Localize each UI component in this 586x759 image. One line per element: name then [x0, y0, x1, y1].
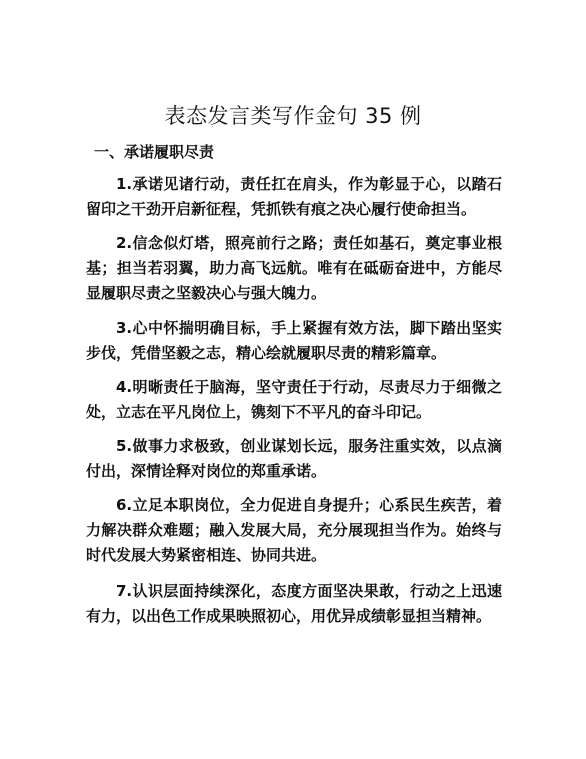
paragraph-7: 7.认识层面持续深化，态度方面坚决果敢，行动之上迅速有力，以出色工作成果映照初心，用优异成绩彰显担当精神。: [86, 582, 502, 625]
paragraph-5: 5.做事力求极致，创业谋划长远，服务注重实效，以点滴付出，深情诠释对岗位的郑重承诺。: [86, 437, 502, 480]
paragraph-3: 3.心中怀揣明确目标，手上紧握有效方法，脚下踏出坚实步伐，凭借坚毅之志，精心绘就履职尽责的精彩篇章。: [86, 319, 502, 362]
paragraph-1: 1.承诺见诸行动，责任扛在肩头，作为彰显于心，以踏石留印之干劲开启新征程，凭抓铁有痕之决心履行使命担当。: [86, 175, 502, 218]
paragraph-6: 6.立足本职岗位，全力促进自身提升；心系民生疾苦，着力解决群众难题；融入发展大局，充分展现担当作为。始终与时代发展大势紧密相连、协同共进。: [86, 496, 502, 564]
paragraph-4: 4.明晰责任于脑海，坚守责任于行动，尽责尽力于细微之处，立志在平凡岗位上，镌刻下不平凡的奋斗印记。: [86, 378, 502, 421]
document-title: 表态发言类写作金句 35 例: [164, 104, 422, 128]
paragraph-2: 2.信念似灯塔，照亮前行之路；责任如基石，奠定事业根基；担当若羽翼，助力高飞远航。唯有在砥砺奋进中，方能尽显履职尽责之坚毅决心与强大魄力。: [86, 234, 502, 302]
section-heading: 一、承诺履职尽责: [94, 143, 215, 161]
